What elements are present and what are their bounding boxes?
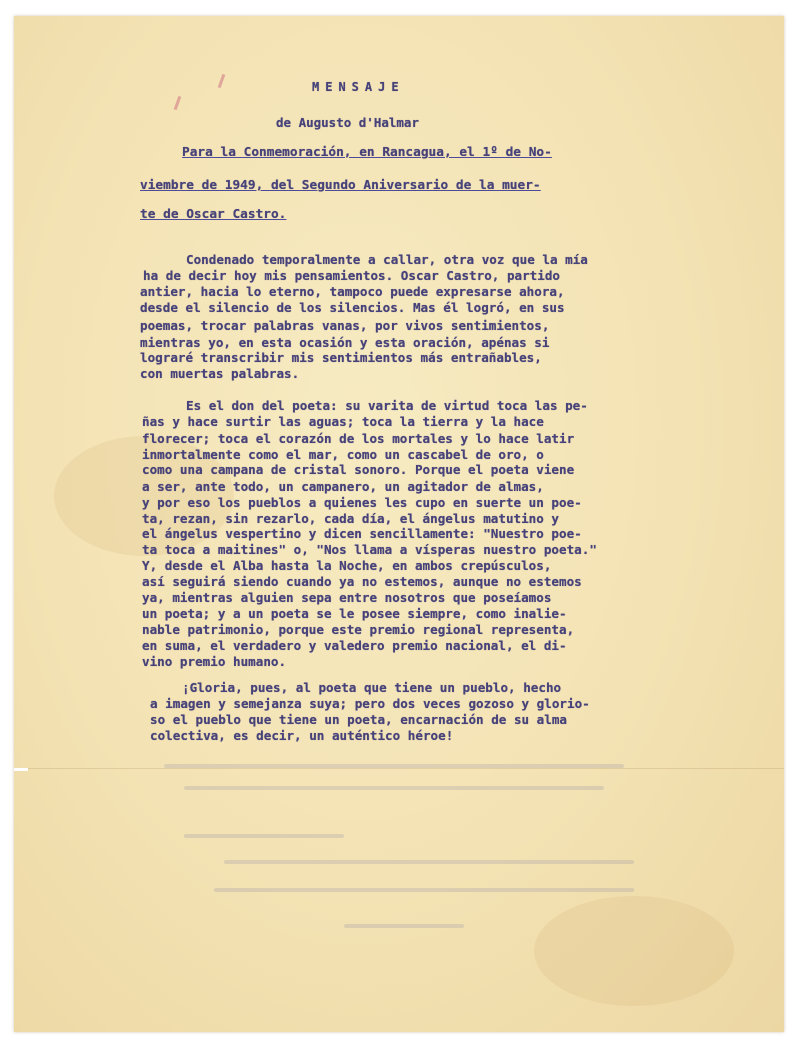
bleed-through-mark [164,764,624,768]
paragraph-1-line: antier, hacia lo eterno, tampoco puede expresarse ahora, [140,284,565,299]
document-title: MENSAJE [312,80,405,94]
ink-mark [174,96,182,110]
paragraph-1-line: Condenado temporalmente a callar, otra voz que la mía [186,252,588,267]
document-author: de Augusto d'Halmar [276,115,419,130]
subtitle-line: te de Oscar Castro. [140,207,287,222]
paragraph-2-line: y por eso los pueblos a quienes les cupo en suerte un poe- [142,495,582,510]
paragraph-1-line: lograré transcribir mis sentimientos más entrañables, [140,350,542,365]
paragraph-1-line: desde el silencio de los silencios. Mas él logró, en sus [140,300,565,315]
paragraph-3-line: colectiva, es decir, un auténtico héroe! [150,728,454,743]
bleed-through-mark [214,888,634,892]
ink-mark [218,74,226,88]
subtitle-line: viembre de 1949, del Segundo Aniversario de la muer- [140,178,541,193]
paper-fold [14,768,784,769]
paragraph-2-line: nable patrimonio, porque este premio regional representa, [142,622,575,637]
paragraph-1-line: con muertas palabras. [140,366,300,381]
paragraph-2-line: Y, desde el Alba hasta la Noche, en ambos crepúsculos, [142,558,552,573]
subtitle-line: Para la Conmemoración, en Rancagua, el 1º de No- [182,145,552,160]
paragraph-2-line: un poeta; y a un poeta se le posee siempre, como inalie- [142,606,567,621]
paragraph-2-line: el ángelus vespertino y dicen sencillamente: "Nuestro poe- [142,526,582,541]
paragraph-2-line: ya, mientras alguien sepa entre nosotros que poseíamos [142,590,552,605]
paragraph-2-line: ñas y hace surtir las aguas; toca la tierra y la hace [142,414,544,429]
bleed-through-mark [224,860,634,864]
bleed-through-mark [184,834,344,838]
bleed-through-mark [344,924,464,928]
paragraph-2-line: vino premio humano. [142,654,287,669]
paper-stain [534,896,734,1006]
paragraph-3-line: ¡Gloria, pues, al poeta que tiene un pueblo, hecho [182,680,562,695]
paragraph-2-line: como una campana de cristal sonoro. Porque el poeta viene [142,462,575,477]
paragraph-2-line: inmortalmente como el mar, como un cascabel de oro, o [142,447,544,462]
paper-tear [14,768,28,771]
paragraph-2-line: a ser, ante todo, un campanero, un agitador de almas, [142,479,544,494]
paragraph-1-line: ha de decir hoy mis pensamientos. Oscar Castro, partido [143,268,561,283]
paragraph-3-line: a imagen y semejanza suya; pero dos veces gozoso y glorio- [150,696,590,711]
paragraph-2-line: Es el don del poeta: su varita de virtud toca las pe- [186,398,588,413]
paragraph-1-line: poemas, trocar palabras vanas, por vivos sentimientos, [140,318,550,333]
paragraph-2-line: florecer; toca el corazón de los mortales y lo hace latir [142,431,575,446]
paragraph-2-line: en suma, el verdadero y valedero premio nacional, el di- [142,638,567,653]
paragraph-2-line: así seguirá siendo cuando ya no estemos, aunque no estemos [142,574,582,589]
paragraph-1-line: mientras yo, en esta ocasión y esta oración, apénas si [140,335,550,350]
paragraph-3-line: so el pueblo que tiene un poeta, encarnación de su alma [150,712,568,727]
paragraph-2-line: ta toca a maitines" o, "Nos llama a vísperas nuestro poeta." [142,542,597,557]
paragraph-2-line: ta, rezan, sin rezarlo, cada día, el ángelus matutino y [142,511,560,526]
bleed-through-mark [184,786,604,790]
